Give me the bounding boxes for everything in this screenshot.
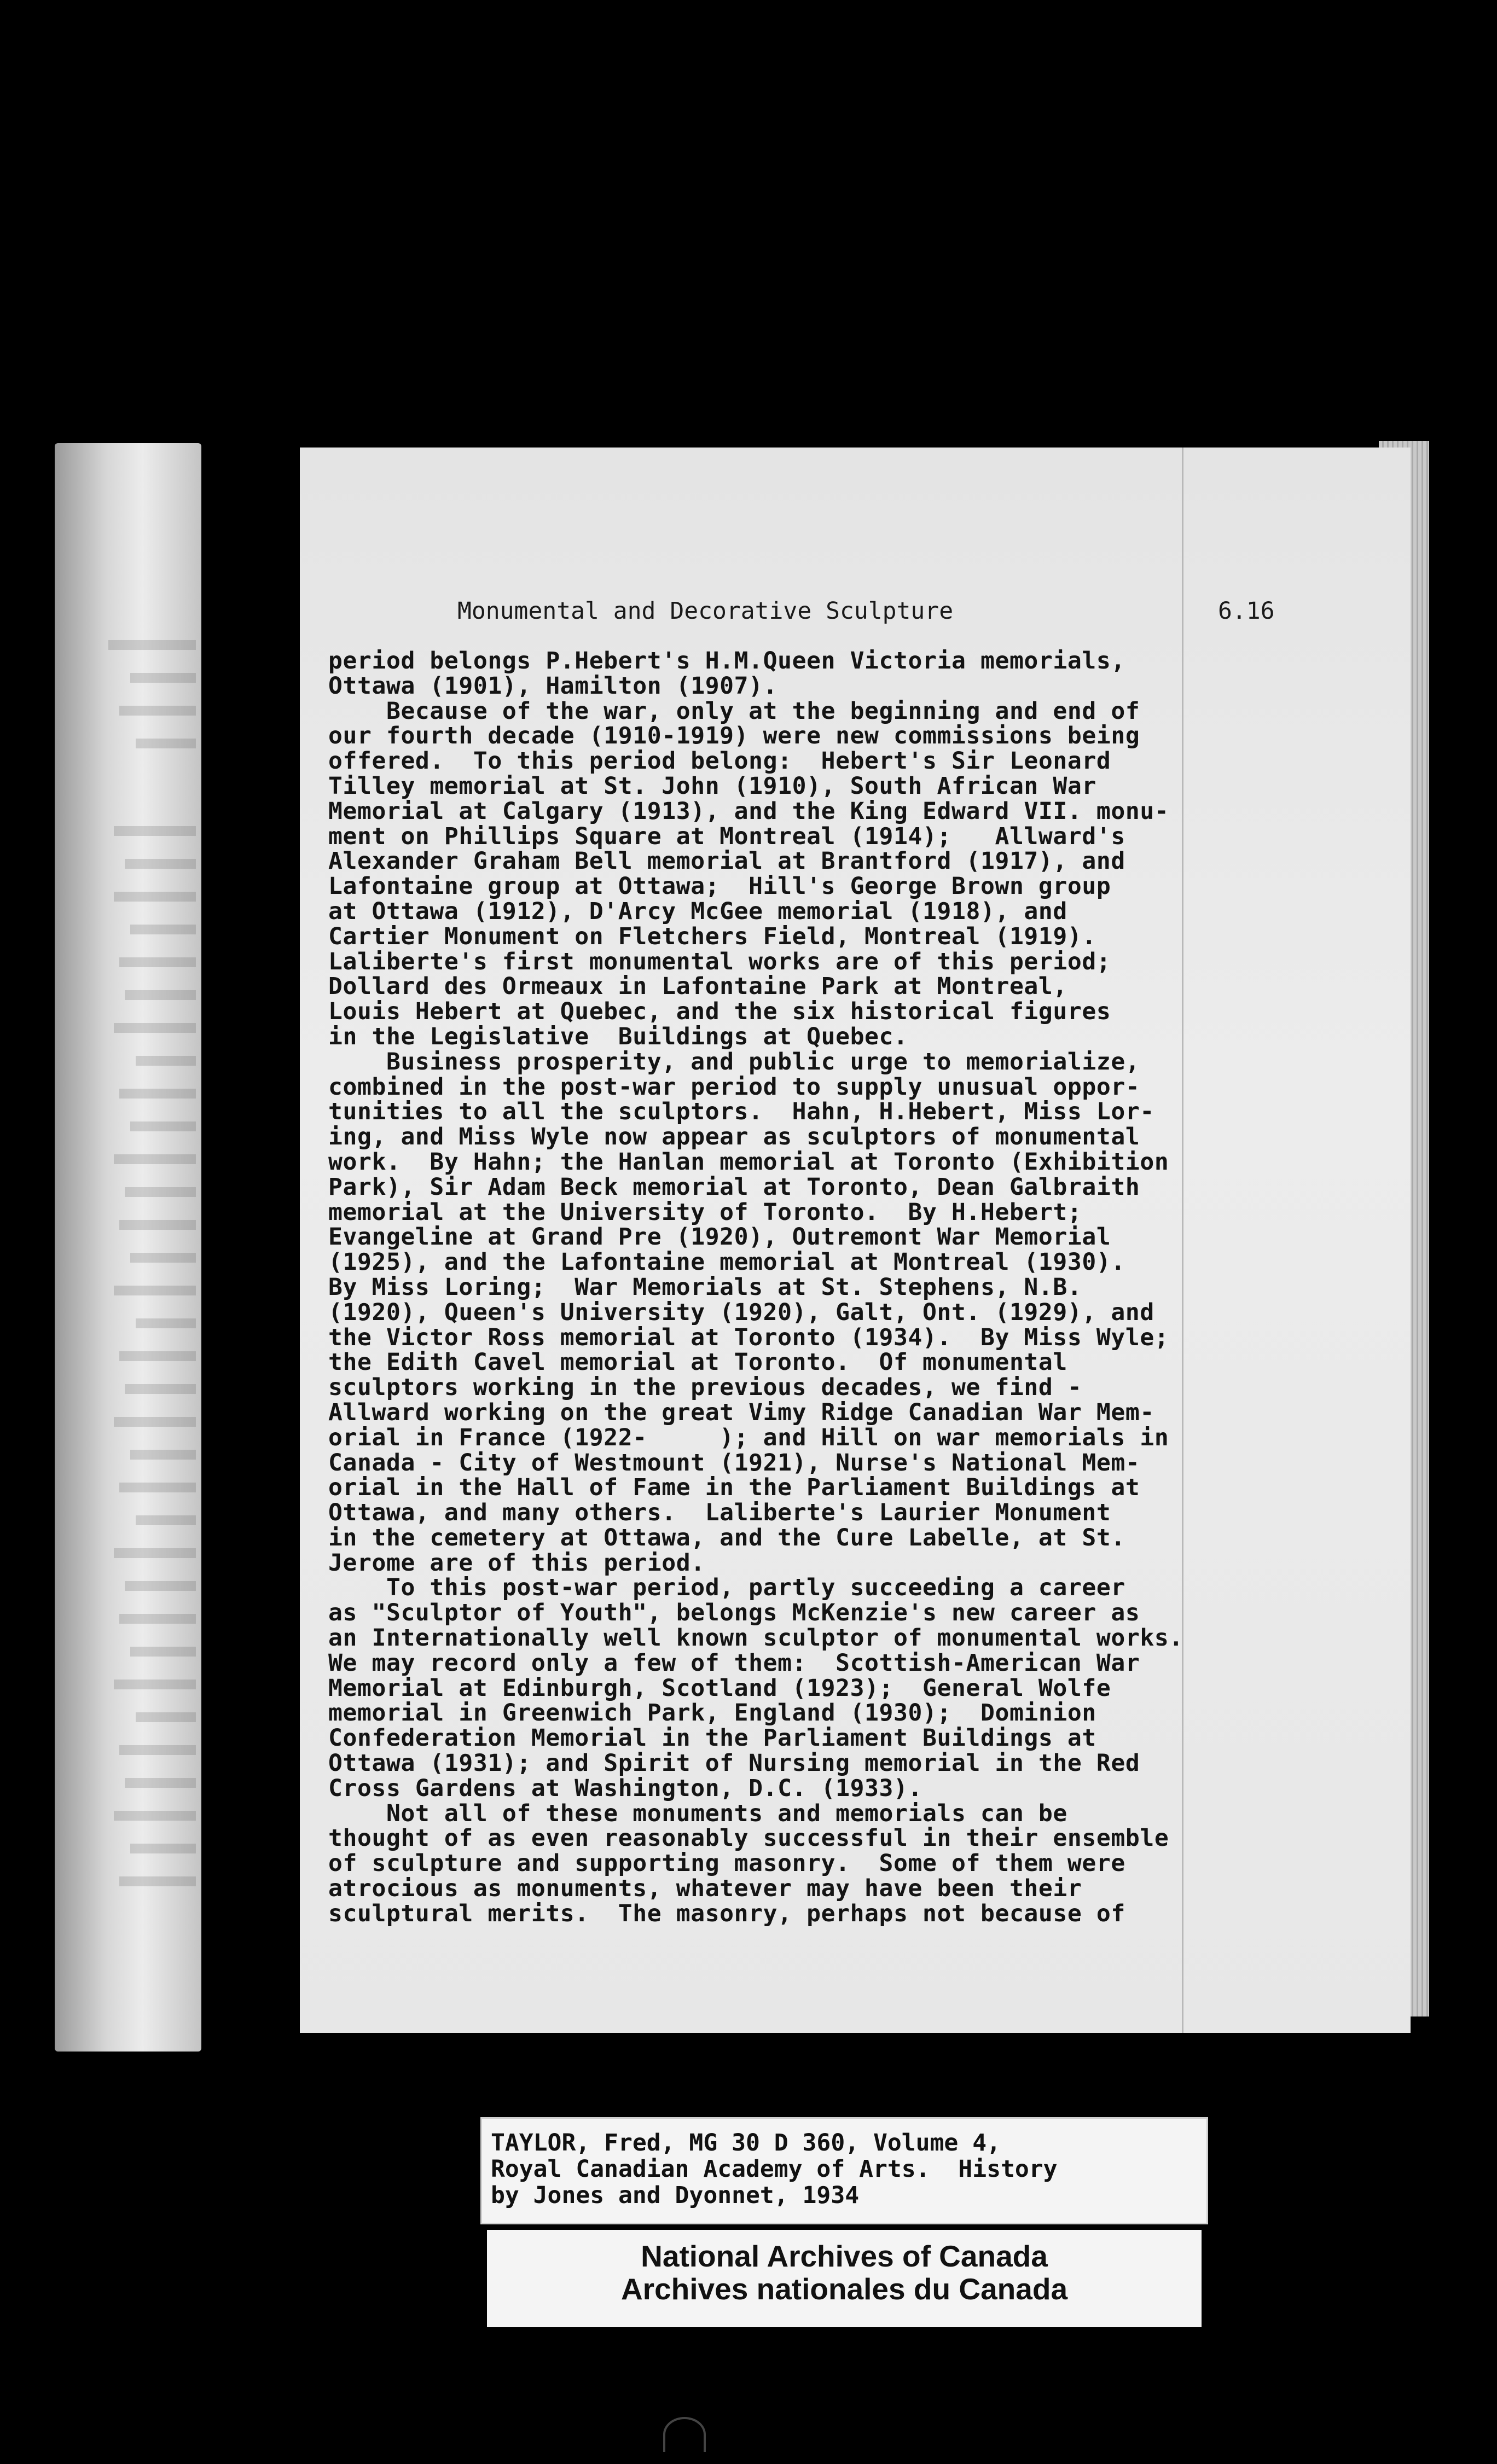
text-line: Memorial at Calgary (1913), and the King Edward VII. monu- <box>328 797 1169 825</box>
archives-name-fr: Archives nationales du Canada <box>620 2272 1068 2306</box>
text-line: combined in the post-war period to supply unusual oppor- <box>328 1073 1140 1101</box>
text-line: Jerome are of this period. <box>328 1549 705 1577</box>
text-line: Cartier Monument on Fletchers Field, Montreal (1919). <box>328 922 1096 950</box>
text-line: orial in France (1922- ); and Hill on war memorials in <box>328 1423 1169 1451</box>
text-line: thought of as even reasonably successful in their ensemble <box>328 1824 1169 1852</box>
text-line: Ottawa (1901), Hamilton (1907). <box>328 672 778 700</box>
text-line: Confederation Memorial in the Parliament Buildings at <box>328 1724 1096 1752</box>
text-line: By Miss Loring; War Memorials at St. Stephens, N.B. <box>328 1273 1082 1301</box>
text-line: Ottawa (1931); and Spirit of Nursing memorial in the Red <box>328 1750 1140 1777</box>
reference-label <box>480 2117 1208 2224</box>
page-number: 6.16 <box>1218 597 1275 625</box>
text-line: Allward working on the great Vimy Ridge Canadian War Mem- <box>328 1398 1154 1426</box>
text-line: Ottawa, and many others. Laliberte's Laurier Monument <box>328 1499 1111 1527</box>
text-line: ing, and Miss Wyle now appear as sculptors of monumental <box>328 1123 1140 1151</box>
text-line: atrocious as monuments, whatever may have been their <box>328 1875 1082 1903</box>
text-line: Tilley memorial at St. John (1910), South African War <box>328 772 1096 800</box>
text-line: work. By Hahn; the Hanlan memorial at Toronto (Exhibition <box>328 1148 1169 1176</box>
text-line: Louis Hebert at Quebec, and the six historical figures <box>328 998 1111 1026</box>
text-line: offered. To this period belong: Hebert's Sir Leonard <box>328 747 1111 775</box>
text-line: ment on Phillips Square at Montreal (1914); Allward's <box>328 822 1125 850</box>
text-line: We may record only a few of them: Scottish-American War <box>328 1649 1140 1677</box>
archives-name-en: National Archives of Canada <box>641 2239 1048 2273</box>
text-line: Not all of these monuments and memorials can be <box>328 1799 1067 1827</box>
text-line: period belongs P.Hebert's H.M.Queen Victoria memorials, <box>328 647 1125 675</box>
text-line: Laliberte's first monumental works are of this period; <box>328 948 1111 975</box>
text-line: of sculpture and supporting masonry. Some of them were <box>328 1850 1125 1878</box>
text-line: Cross Gardens at Washington, D.C. (1933). <box>328 1774 923 1802</box>
text-line: To this post-war period, partly succeeding a career <box>328 1574 1125 1602</box>
text-line: Business prosperity, and public urge to memorialize, <box>328 1048 1140 1076</box>
text-line: Alexander Graham Bell memorial at Brantford (1917), and <box>328 847 1125 875</box>
text-line: Dollard des Ormeaux in Lafontaine Park at Montreal, <box>328 973 1067 1001</box>
binding-mark <box>663 2417 706 2452</box>
text-line: Lafontaine group at Ottawa; Hill's George Brown group <box>328 873 1111 900</box>
text-line: (1925), and the Lafontaine memorial at Montreal (1930). <box>328 1248 1125 1276</box>
text-line: in the Legislative Buildings at Quebec. <box>328 1022 908 1050</box>
body-text <box>328 649 1258 1927</box>
text-line: sculptors working in the previous decades, we find - <box>328 1374 1082 1402</box>
text-line: sculptural merits. The masonry, perhaps not because of <box>328 1899 1125 1927</box>
text-line: in the cemetery at Ottawa, and the Cure Labelle, at St. <box>328 1524 1125 1551</box>
text-line: tunities to all the sculptors. Hahn, H.Hebert, Miss Lor- <box>328 1098 1154 1126</box>
adjacent-page-strip <box>55 443 201 2052</box>
archives-label <box>487 2230 1202 2327</box>
text-line: Canada - City of Westmount (1921), Nurse's National Mem- <box>328 1449 1140 1477</box>
text-line: Memorial at Edinburgh, Scotland (1923); General Wolfe <box>328 1674 1111 1702</box>
text-line: orial in the Hall of Fame in the Parliament Buildings at <box>328 1474 1140 1502</box>
text-line: Because of the war, only at the beginning and end of <box>328 697 1140 725</box>
text-line: memorial at the University of Toronto. By H.Hebert; <box>328 1198 1082 1226</box>
text-line: our fourth decade (1910-1919) were new commissions being <box>328 722 1140 750</box>
reference-line: by Jones and Dyonnet, 1934 <box>491 2182 860 2209</box>
text-line: an Internationally well known sculptor of monumental works. <box>328 1624 1183 1652</box>
text-line: memorial in Greenwich Park, England (1930); Dominion <box>328 1699 1096 1727</box>
text-line: Park), Sir Adam Beck memorial at Toronto, Dean Galbraith <box>328 1173 1140 1201</box>
text-line: the Edith Cavel memorial at Toronto. Of monumental <box>328 1349 1067 1376</box>
reference-line: TAYLOR, Fred, MG 30 D 360, Volume 4, <box>491 2129 1001 2157</box>
text-line: the Victor Ross memorial at Toronto (1934). By Miss Wyle; <box>328 1323 1169 1351</box>
running-head: Monumental and Decorative Sculpture <box>457 597 954 625</box>
reference-line: Royal Canadian Academy of Arts. History <box>491 2155 1058 2183</box>
text-line: at Ottawa (1912), D'Arcy McGee memorial (1918), and <box>328 897 1067 925</box>
text-line: (1920), Queen's University (1920), Galt, Ont. (1929), and <box>328 1298 1154 1326</box>
text-line: as "Sculptor of Youth", belongs McKenzie's new career as <box>328 1599 1140 1627</box>
text-line: Evangeline at Grand Pre (1920), Outremont War Memorial <box>328 1223 1111 1251</box>
